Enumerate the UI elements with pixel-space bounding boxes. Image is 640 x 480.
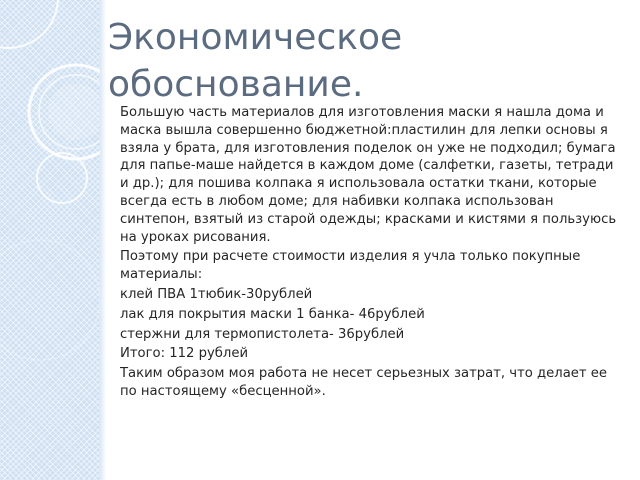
paragraph-purchased-intro: Поэтому при расчете стоимости изделия я учла только покупные материалы: (120, 249, 581, 283)
paragraph-conclusion: Таким образом моя работа не несет серьезных затрат, что делает ее по настоящему «бесценной». (120, 366, 607, 399)
decorative-sidebar (0, 0, 100, 480)
item-glue-sticks: стержни для термопистолета- 36рублей (120, 326, 405, 342)
slide-title: Экономическое обоснование. (108, 17, 403, 105)
decorative-circles (0, 0, 100, 480)
slide-body (108, 104, 624, 403)
paragraph-materials: Большую часть материалов для изготовления маски я нашла дома и маска вышла совершенно бюджетной:пластилин для лепки основы я взяла у брата, для изготовления поделок он уже не подходил; бумага для папье-маше найдется в каждом доме (салфетки, газеты, тетради и др.); для пошива колпака я использовала остатки ткани, которые всегда есть в любом доме; для набивки колпака использован синтепон, взятый из старой одежды; красками и кистями я пользуюсь на уроках рисования. (120, 105, 617, 245)
item-varnish: лак для покрытия маски 1 банка- 46рублей (120, 306, 425, 322)
sidebar-edge (100, 0, 106, 480)
total-line: Итого: 112 рублей (120, 346, 249, 362)
item-glue: клей ПВА 1тюбик-30рублей (120, 286, 313, 302)
